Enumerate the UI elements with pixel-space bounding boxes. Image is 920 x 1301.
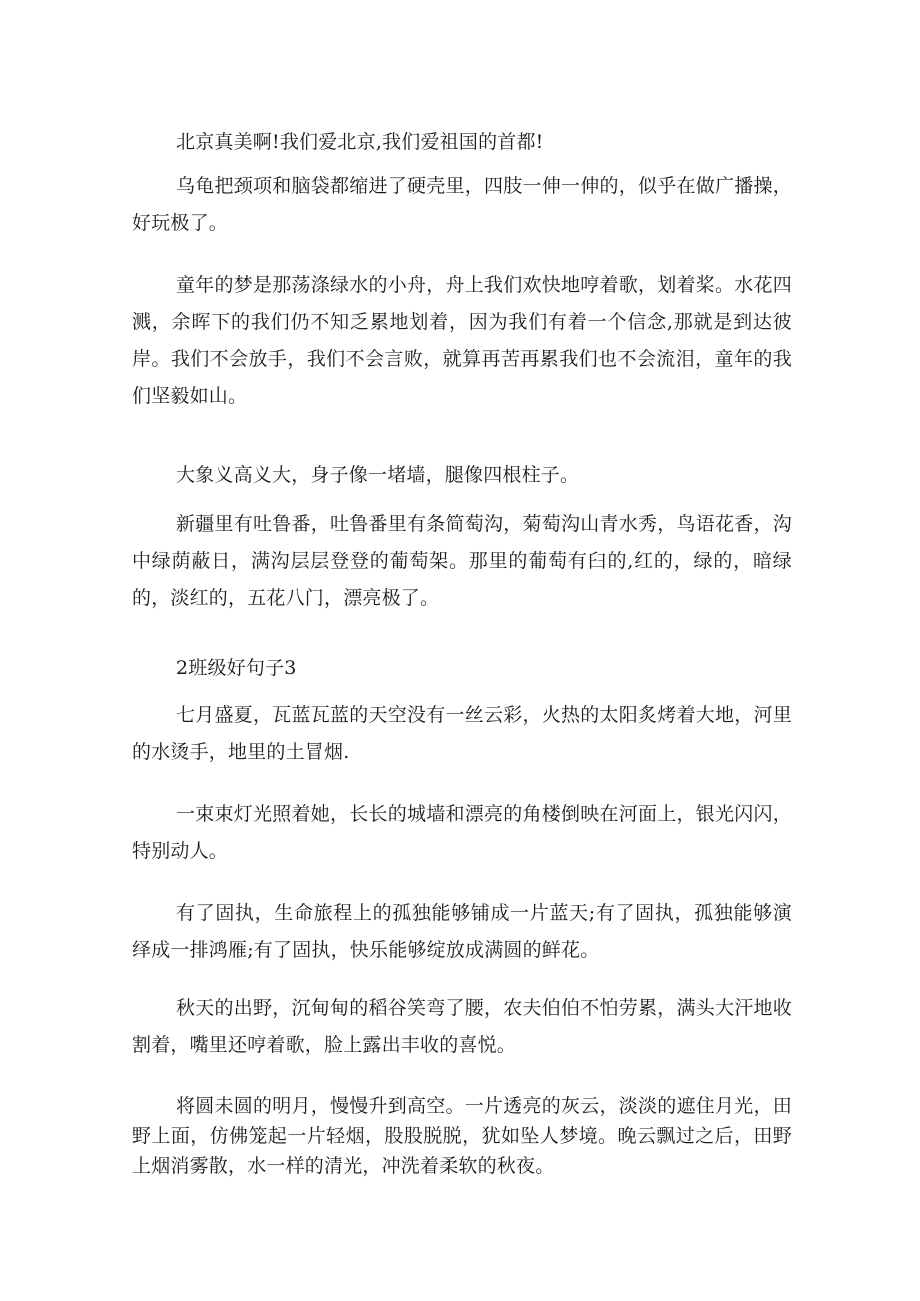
paragraph-3: 童年的梦是那荡涤绿水的小舟，舟上我们欢快地哼着歌，划着桨。水花四溅，余晖下的我们仍不知乏累地划着，因为我们有着一个信念,那就是到达彼岸。我们不会放手，我们不会言败，就算再苦再累我们也不会流泪，童年的我们坚毅如山。 (132, 274, 792, 407)
paragraph-9: 秋天的出野，沉甸甸的稻谷笑弯了腰，农夫伯伯不怕劳累，满头大汗地收割着，嘴里还哼着歌，脸上露出丰收的喜悦。 (132, 997, 792, 1056)
section-heading: 2班级好句子3 (176, 657, 297, 679)
paragraph-8: 有了固执，生命旅程上的孤独能够铺成一片蓝天;有了固执，孤独能够演绎成一排鸿雁;有了固执，快乐能够绽放成满圆的鲜花。 (132, 902, 792, 961)
paragraph-6: 七月盛夏，瓦蓝瓦蓝的天空没有一丝云彩，火热的太阳炙烤着大地，河里的水烫手，地里的土冒烟. (132, 704, 792, 763)
paragraph-5: 新疆里有吐鲁番，吐鲁番里有条简萄沟，菊萄沟山青水秀，鸟语花香，沟中绿荫蔽日，满沟层层登登的葡萄架。那里的葡萄有臼的,红的，绿的，暗绿的，淡红的，五花八门，漂亮极了。 (132, 513, 792, 609)
paragraph-4: 大象义高义大，身子像一堵墙，腿像四根柱子。 (176, 464, 580, 486)
paragraph-1: 北京真美啊!我们爱北京,我们爱祖国的首都! (176, 131, 544, 153)
paragraph-10: 将圆未圆的明月，慢慢升到高空。一片透亮的灰云，淡淡的遮住月光，田野上面，仿佛笼起一片轻烟，股股脱脱，犹如坠人梦境。晚云飘过之后，田野上烟消雾散，水一样的清光，冲洗着柔软的秋夜。 (132, 1095, 792, 1177)
paragraph-2: 乌龟把颈项和脑袋都缩进了硬壳里，四肢一伸一伸的，似乎在做广播操，好玩极了。 (132, 175, 792, 234)
paragraph-7: 一束束灯光照着她，长长的城墙和漂亮的角楼倒映在河面上，银光闪闪，特别动人。 (132, 803, 792, 862)
